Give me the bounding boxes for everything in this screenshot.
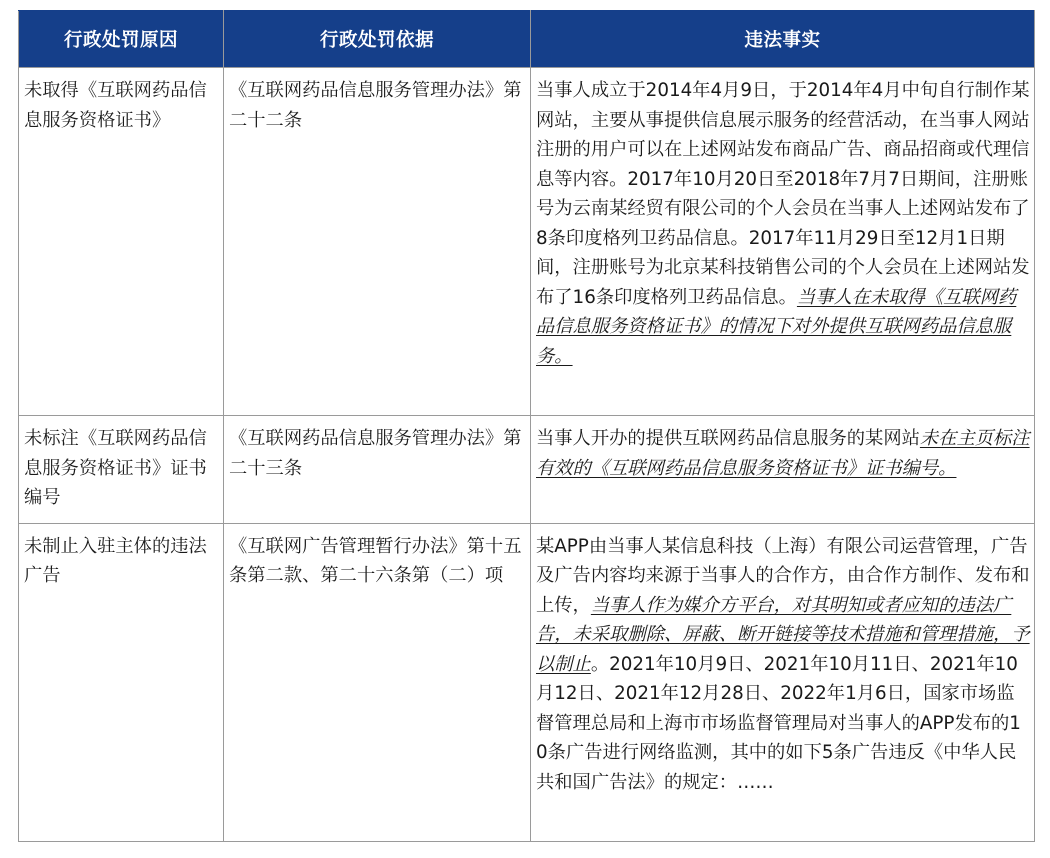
header-row xyxy=(19,11,1035,68)
fact-text: 当事人开办的提供互联网药品信息服务的某网站 xyxy=(536,428,920,449)
fact-text: 某APP由当事人某信息科技（上海）有限公司运营管理，广告及广告内容均来源于当事人的合作方，由合作方制作、发布和上传， xyxy=(536,535,1030,616)
table-header xyxy=(19,11,1035,68)
cell-fact xyxy=(531,416,1035,524)
cell-basis: 《互联网药品信息服务管理办法》第二十三条 xyxy=(224,416,531,524)
fact-emphasis: 当事人作为媒介方平台，对其明知或者应知的违法广告，未采取删除、屏蔽、断开链接等技术措施和管理措施，予以制止 xyxy=(536,594,1030,675)
fact-text: 当事人成立于2014年4月9日，于2014年4月中旬自行制作某网站，主要从事提供信息展示服务的经营活动，在当事人网站注册的用户可以在上述网站发布商品广告、商品招商或代理信息等内容。2017年10月20日至2018年7月7日期间，注册账号为云南某经贸有限公司的个人会员在当事人上述网站发布了8条印度格列卫药品信息。2017年11月29日至12月1日期间，注册账号为北京某科技销售公司的个人会员在上述网站发布了16条印度格列卫药品信息。 xyxy=(536,80,1030,308)
fact-emphasis: 当事人在未取得《互联网药品信息服务资格证书》的情况下对外提供互联网药品信息服务。 xyxy=(536,286,1017,367)
cell-fact xyxy=(531,68,1035,416)
header-reason: 行政处罚原因 xyxy=(19,11,224,68)
penalty-table xyxy=(18,10,1035,842)
cell-reason: 未取得《互联网药品信息服务资格证书》 xyxy=(19,68,224,416)
cell-reason: 未制止入驻主体的违法广告 xyxy=(19,523,224,841)
table-body xyxy=(19,68,1035,842)
header-basis: 行政处罚依据 xyxy=(224,11,531,68)
header-fact: 违法事实 xyxy=(531,11,1035,68)
fact-emphasis: 未在主页标注有效的《互联网药品信息服务资格证书》证书编号。 xyxy=(536,428,1030,479)
table-row xyxy=(19,523,1035,841)
cell-basis: 《互联网药品信息服务管理办法》第二十二条 xyxy=(224,68,531,416)
fact-tail: 。2021年10月9日、2021年10月11日、2021年10月12日、2021年12月28日、2022年1月6日，国家市场监督管理总局和上海市市场监督管理局对当事人的APP发布的10条广告进行网络监测，其中的如下5条广告违反《中华人民共和国广告法》的规定：…… xyxy=(536,653,1021,793)
cell-fact xyxy=(531,523,1035,841)
table-row xyxy=(19,416,1035,524)
cell-basis: 《互联网广告管理暂行办法》第十五条第二款、第二十六条第（二）项 xyxy=(224,523,531,841)
table-row xyxy=(19,68,1035,416)
cell-reason: 未标注《互联网药品信息服务资格证书》证书编号 xyxy=(19,416,224,524)
